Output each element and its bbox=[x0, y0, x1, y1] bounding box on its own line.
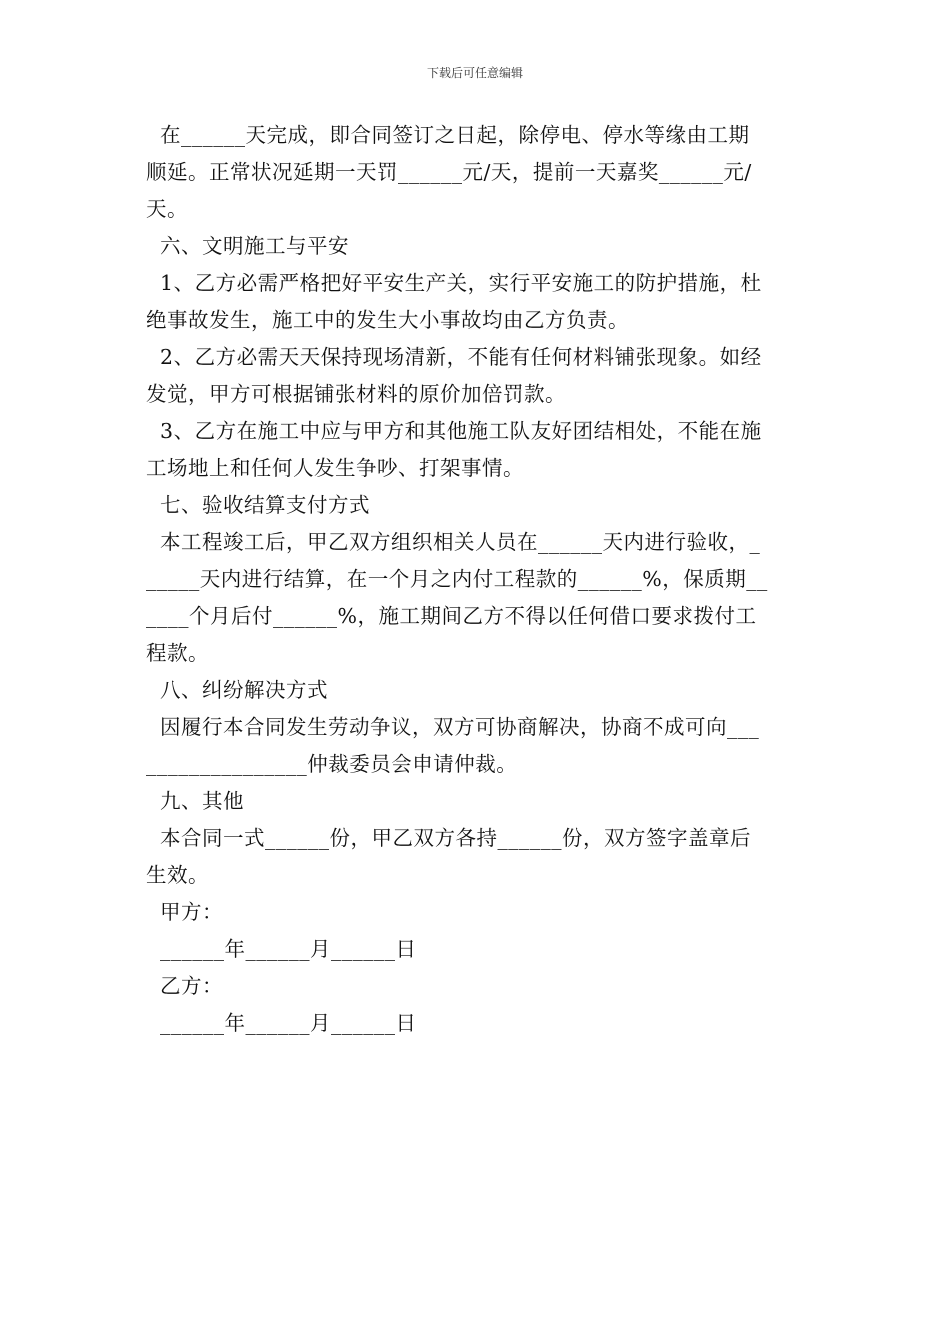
line-06: 绝事故发生，施工中的发生大小事故均由乙方负责。 bbox=[146, 308, 629, 332]
section-six-heading: 六、文明施工与平安 bbox=[146, 234, 350, 258]
line-02: 顺延。正常状况延期一天罚______元/天，提前一天嘉奖______元/ bbox=[146, 160, 752, 184]
party-a-date: ______年______月______日 bbox=[146, 937, 417, 961]
line-09: 3、乙方在施工中应与甲方和其他施工队友好团结相处，不能在施 bbox=[146, 419, 762, 443]
line-18: _______________仲裁委员会申请仲裁。 bbox=[146, 752, 518, 776]
party-b-date: ______年______月______日 bbox=[146, 1011, 417, 1035]
line-05: 1、乙方必需严格把好平安生产关，实行平安施工的防护措施，杜 bbox=[146, 271, 762, 295]
line-10: 工场地上和任何人发生争吵、打架事情。 bbox=[146, 456, 524, 480]
section-eight-heading: 八、纠纷解决方式 bbox=[146, 678, 329, 702]
line-03: 天。 bbox=[146, 197, 188, 221]
line-15: 程款。 bbox=[146, 641, 209, 665]
party-b-label: 乙方： bbox=[146, 974, 224, 998]
line-01: 在______天完成，即合同签订之日起，除停电、停水等缘由工期 bbox=[146, 123, 750, 147]
line-21: 生效。 bbox=[146, 863, 209, 887]
line-17: 因履行本合同发生劳动争议，双方可协商解决，协商不成可向___ bbox=[146, 715, 760, 739]
line-07: 2、乙方必需天天保持现场清新，不能有任何材料铺张现象。如经 bbox=[146, 345, 762, 369]
line-13: _____天内进行结算，在一个月之内付工程款的______%，保质期__ bbox=[146, 567, 768, 591]
line-12: 本工程竣工后，甲乙双方组织相关人员在______天内进行验收，_ bbox=[146, 530, 761, 554]
party-a-label: 甲方： bbox=[146, 900, 224, 924]
section-nine-heading: 九、其他 bbox=[146, 789, 245, 813]
section-seven-heading: 七、验收结算支付方式 bbox=[146, 493, 371, 517]
line-14: ____个月后付______%，施工期间乙方不得以任何借口要求拨付工 bbox=[146, 604, 757, 628]
line-20: 本合同一式______份，甲乙双方各持______份，双方签字盖章后 bbox=[146, 826, 752, 850]
line-08: 发觉，甲方可根据铺张材料的原价加倍罚款。 bbox=[146, 382, 566, 406]
page-header: 下载后可任意编辑 bbox=[426, 66, 523, 80]
